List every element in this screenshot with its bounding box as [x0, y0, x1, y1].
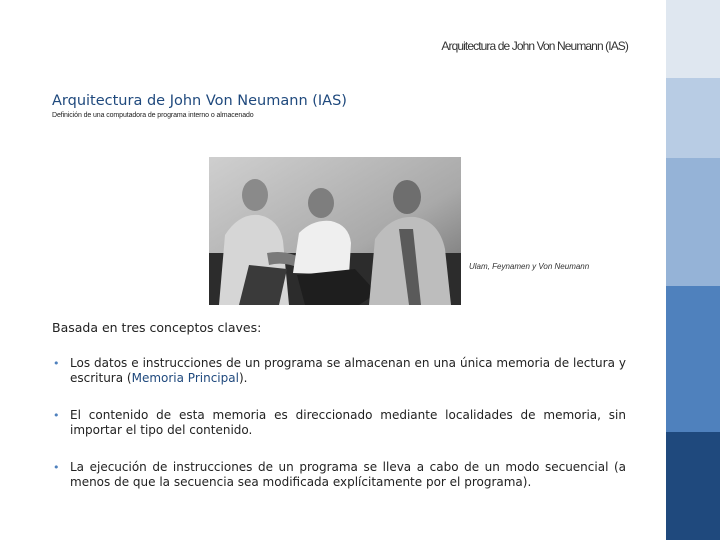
sidebar-color-strip	[666, 0, 720, 540]
header-title: Arquitectura de John Von Neumann (IAS)	[441, 39, 628, 53]
bullet-text: La ejecución de instrucciones de un programa se lleva a cabo de un modo secuencial (a menos de que la secuencia sea modificada explícitamente por el programa).	[70, 460, 626, 489]
bullet-item-3	[52, 460, 626, 490]
bullet-item-2	[52, 408, 626, 438]
bullet-text-end: ).	[238, 371, 248, 385]
bullet-dot-icon: •	[53, 409, 60, 422]
sidebar-block-3	[666, 158, 720, 286]
intro-text: Basada en tres conceptos claves:	[52, 320, 262, 335]
bullet-dot-icon: •	[53, 357, 60, 370]
bullet-list	[52, 356, 626, 512]
historical-photo	[209, 157, 461, 305]
bullet-text: Los datos e instrucciones de un programa se almacenan en una única memoria de lectura y escritura (	[70, 356, 626, 385]
bullet-dot-icon: •	[53, 461, 60, 474]
bullet-item-1	[52, 356, 626, 386]
sidebar-block-1	[666, 0, 720, 78]
slide-subtitle: Definición de una computadora de programa interno o almacenado	[52, 112, 254, 119]
photo-caption: Ulam, Feynamen y Von Neumann	[469, 262, 590, 271]
bullet-text: El contenido de esta memoria es direccionado mediante localidades de memoria, sin importar el tipo del contenido.	[70, 408, 626, 437]
sidebar-block-5	[666, 432, 720, 540]
sidebar-block-4	[666, 286, 720, 432]
slide-title: Arquitectura de John Von Neumann (IAS)	[52, 93, 347, 109]
sidebar-block-2	[666, 78, 720, 158]
bullet-highlight: Memoria Principal	[131, 371, 239, 385]
